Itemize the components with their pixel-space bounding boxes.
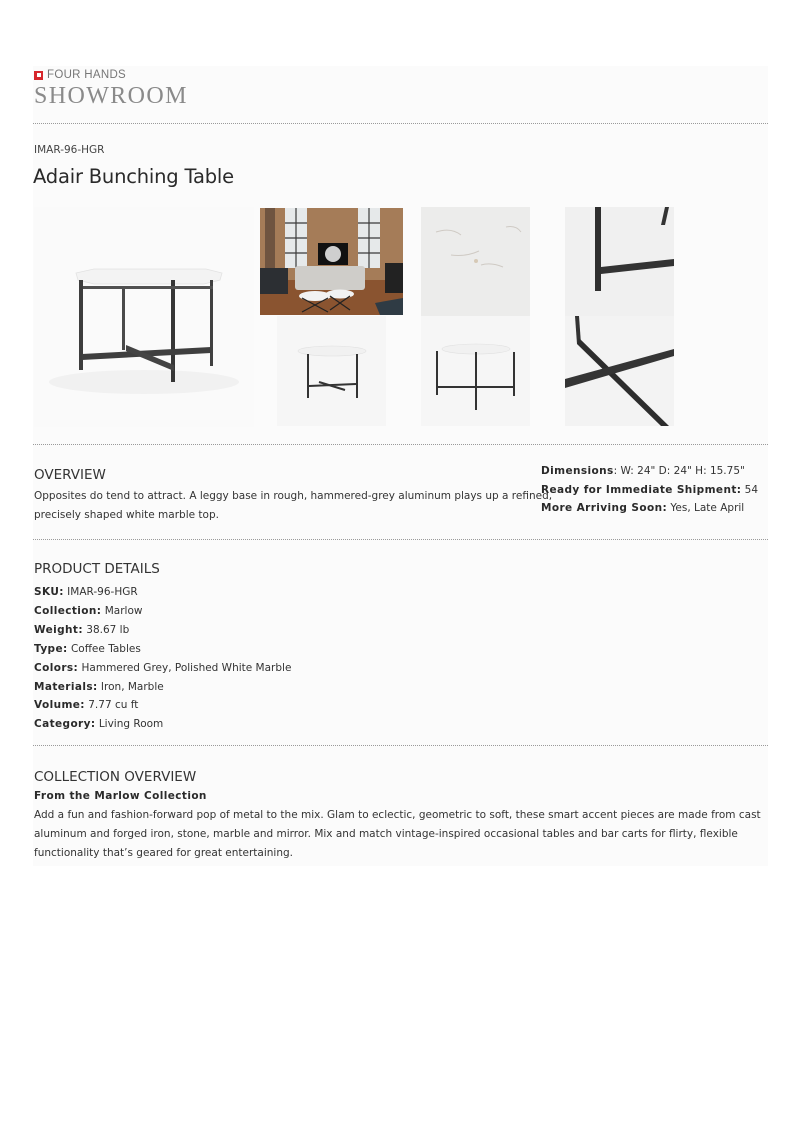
front-view-image[interactable] — [277, 316, 386, 426]
brand-name: FOUR HANDS — [47, 69, 127, 81]
crossbar-detail-image[interactable] — [565, 316, 674, 426]
collection-subheading: From the Marlow Collection — [34, 790, 207, 802]
detail-row-collection: Collection: Marlow — [34, 604, 143, 617]
ready-to-ship: Ready for Immediate Shipment: 54 — [541, 484, 759, 496]
divider — [33, 539, 768, 540]
overview-heading: OVERVIEW — [34, 467, 106, 483]
overview-text: Opposites do tend to attract. A leggy base in rough, hammered-grey aluminum plays up a refined, precisely shaped white marble top. — [34, 490, 553, 521]
collection-overview-heading: COLLECTION OVERVIEW — [34, 769, 197, 785]
detail-row-colors: Colors: Hammered Grey, Polished White Marble — [34, 661, 292, 674]
collection-text: Add a fun and fashion-forward pop of metal to the mix. Glam to eclectic, geometric to soft, these smart accent pieces are made from cast aluminum and forged iron, stone, marble and mirror. Mix and match vintage-inspired occasional tables and bar carts for flirty, flexible functionality that’s geared for great entertaining. — [34, 809, 761, 859]
brand-logo — [34, 69, 188, 109]
divider — [33, 745, 768, 746]
detail-row-weight: Weight: 38.67 lb — [34, 623, 130, 636]
divider — [33, 123, 768, 124]
leg-detail-image[interactable] — [565, 207, 674, 316]
dimensions: Dimensions: W: 24" D: 24" H: 15.75" — [541, 465, 745, 477]
divider — [33, 444, 768, 445]
main-product-image[interactable] — [34, 207, 254, 427]
product-details-heading: PRODUCT DETAILS — [34, 561, 160, 577]
product-sku: IMAR-96-HGR — [34, 144, 105, 156]
detail-row-category: Category: Living Room — [34, 718, 164, 731]
four-hands-logo-icon — [34, 71, 43, 80]
more-arriving: More Arriving Soon: Yes, Late April — [541, 502, 745, 514]
product-details-list — [34, 583, 291, 734]
lifestyle-room-image[interactable] — [260, 208, 403, 315]
side-view-image[interactable] — [421, 316, 530, 426]
marble-top-detail-image[interactable] — [421, 207, 530, 316]
page-title: Adair Bunching Table — [33, 165, 234, 188]
detail-row-sku: SKU: IMAR-96-HGR — [34, 586, 138, 598]
detail-row-materials: Materials: Iron, Marble — [34, 680, 164, 693]
brand-showroom: SHOWROOM — [34, 83, 188, 109]
detail-row-volume: Volume: 7.77 cu ft — [34, 699, 139, 712]
detail-row-type: Type: Coffee Tables — [34, 642, 141, 655]
